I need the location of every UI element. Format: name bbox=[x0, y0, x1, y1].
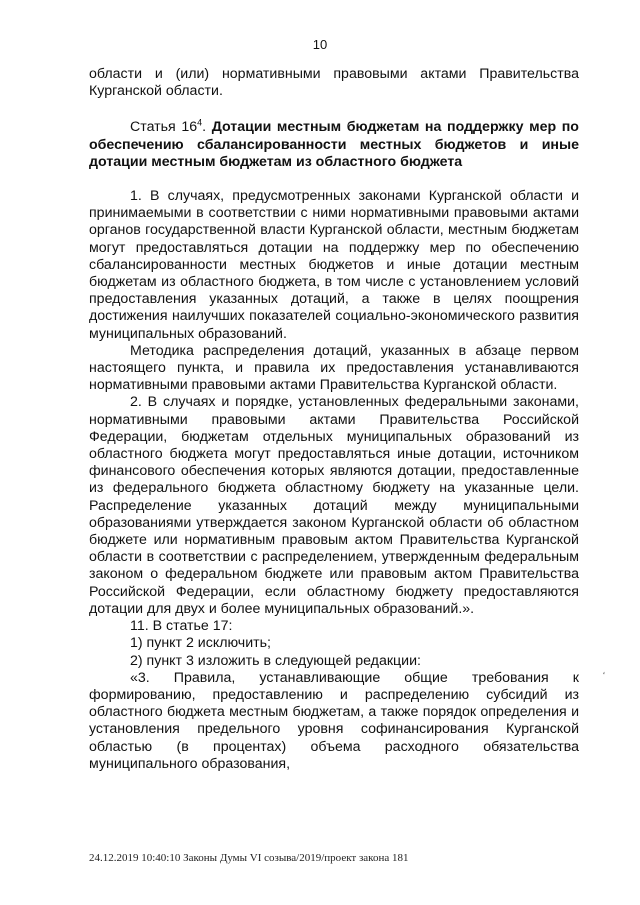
footer-path: 24.12.2019 10:40:10 Законы Думы VI созыва/2019/проект закона 181 bbox=[89, 852, 409, 864]
paragraph-2: 2. В случаях и порядке, установленных федеральными законами, нормативными правовыми актами Правительства Российской Федерации, бюджетам отдельных муниципальных образований из областного бюджета могут предоставляться иные дотации, источником финансового обеспечения которых являются дотации, предоставленные из федерального бюджета областному бюджету на указанные цели. Распределение указанных дотаций между муниципальными образованиями утверждается законом Курганской области об областном бюджете или нормативным правовым актом Правительства Курганской области в соответствии с распределением, утвержденным федеральным законом о федеральном бюджете или правовым актом Правительства Российской Федерации, если областному бюджету предоставляются дотации для двух и более муниципальных образований.». bbox=[89, 394, 579, 617]
intro-continuation: области и (или) нормативными правовыми актами Правительства Курганской области. bbox=[89, 66, 579, 100]
paragraph-subitem-2: 2) пункт 3 изложить в следующей редакции: bbox=[130, 652, 421, 669]
paragraph-subitem-1: 1) пункт 2 исключить; bbox=[130, 635, 271, 652]
article-title: Дотации местным бюджетам на поддержку мер по обеспечению сбалансированности местных бюджетов и иные дотации местным бюджетам из областного бюджета bbox=[89, 119, 579, 170]
paragraph-quoted-rules: «3. Правила, устанавливающие общие требования к формированию, предоставлению и распределению субсидий из областного бюджета местным бюджетам, а также порядок определения и установления предельного уровня софинансирования Курганской областью (в процентах) объема расходного обязательства муниципального образования, bbox=[89, 669, 579, 772]
document-body bbox=[89, 66, 579, 773]
paragraph-methodology: Методика распределения дотаций, указанных в абзаце первом настоящего пункта, и правила их предоставления устанавливаются нормативными правовыми актами Правительства Курганской области. bbox=[89, 342, 579, 394]
margin-tick-mark: ʻ bbox=[600, 670, 606, 683]
article-number: Статья $16^4$. bbox=[130, 117, 207, 136]
paragraph-1: 1. В случаях, предусмотренных законами Курганской области и принимаемыми в соответствии с ними нормативными правовыми актами органов государственной власти Курганской области, местным бюджетам могут предоставляться дотации на поддержку мер по обеспечению сбалансированности местных бюджетов и иные дотации местным бюджетам из областного бюджета, в том числе с установлением условий предоставления указанных дотаций, а также в целях поощрения достижения наилучших показателей социально-экономического развития муниципальных образований. bbox=[89, 188, 579, 342]
article-superscript: 4 bbox=[197, 117, 203, 128]
paragraph-item-11: 11. В статье 17: bbox=[130, 618, 233, 635]
article-heading bbox=[89, 119, 579, 171]
page-number: 10 bbox=[312, 37, 328, 52]
